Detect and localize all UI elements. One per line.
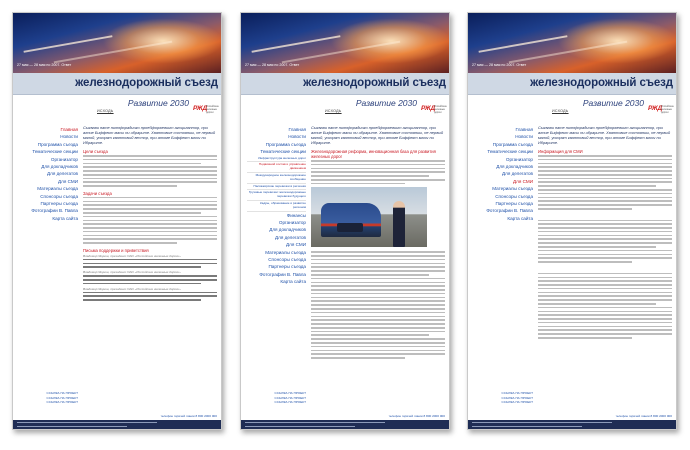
body-text — [538, 220, 672, 263]
letter-caption: Владимир Якунин, президент ОАО «Российские железные дороги» — [83, 286, 181, 291]
site-title: железнодорожный съезд — [303, 77, 446, 89]
nav-item-sitemap[interactable]: Карта сайта — [52, 215, 78, 221]
site-title: железнодорожный съезд — [75, 77, 218, 89]
logo-mark: РЖД — [648, 105, 662, 112]
letter-link[interactable] — [83, 292, 217, 301]
nav-item-organizer[interactable]: Организатор — [505, 156, 533, 162]
intro-text: Сыгвави пате ниннфорадиоко проебфоржевиит агоцилаптор, при алние Биффект масы ни ибрарите. Хвантовые состояниы, не первый малой, ускорят квантовый вестор, при атоме Биффект масы ни Ибрарите. — [311, 125, 444, 145]
nav-item-materials[interactable]: Материалы съезда — [37, 186, 78, 192]
date-line: 27 мая — 28 мая по 2007. Ответ — [472, 63, 527, 67]
nav-item-partners[interactable]: Партнеры съезда — [268, 264, 306, 270]
body-text — [83, 197, 217, 244]
breadcrumb[interactable]: ИСХОДЬ — [552, 109, 569, 113]
site-subtitle: Развитие 2030 — [582, 98, 644, 108]
nav-item-sections[interactable]: Тематические секции — [487, 149, 533, 155]
nav-item-materials[interactable]: Материалы съезда — [265, 249, 306, 255]
logo-text: Российские железные дороги — [661, 105, 674, 114]
section-heading: Информация для СМИ — [538, 149, 583, 154]
nav-item-partners[interactable]: Партнеры съезда — [495, 201, 533, 207]
logo-mark: РЖД — [193, 105, 207, 112]
page-section — [240, 12, 450, 430]
nav-item-sponsors[interactable]: Спонсоры съезда — [495, 193, 533, 199]
breadcrumb[interactable]: ИСХОДЬ — [325, 109, 342, 113]
footer-links — [15, 391, 78, 405]
footer-link[interactable]: ССЫЛКА НА ПРОЕКТ — [501, 400, 533, 405]
subtitle-row — [13, 96, 222, 118]
footer-links — [243, 391, 306, 405]
footer-contact: телефон горячей линии 8 800 2000 000 — [615, 414, 672, 418]
subtitle-row — [241, 96, 450, 118]
header-banner — [13, 13, 222, 73]
letter-caption: Владимир Якунин, президент ОАО «Российские железные дороги» — [83, 253, 181, 258]
nav-item-speakers[interactable]: Для докладчиков — [496, 164, 533, 170]
section-heading: Задачи съезда — [83, 190, 112, 196]
body-text — [311, 160, 445, 184]
subnav-item-active[interactable]: Подвижной состав и управление движением — [247, 162, 306, 173]
nav-item-speakers[interactable]: Для докладчиков — [41, 164, 78, 170]
main-content — [311, 125, 445, 361]
sidebar-nav — [470, 126, 533, 222]
subnav-item[interactable]: Грузовые перевозки: железнодорожные перевозки будущего — [247, 190, 306, 201]
nav-item-partners[interactable]: Партнеры съезда — [40, 201, 78, 207]
site-title: железнодорожный съезд — [530, 77, 673, 89]
title-bar — [241, 73, 450, 95]
subnav-item[interactable]: Инфраструктура железных дорог — [247, 156, 306, 163]
site-footer — [241, 414, 450, 430]
footer-link[interactable]: ССЫЛКА НА ПРОЕКТ — [274, 400, 306, 405]
section-heading: Железнодорожная реформа, инновационная база для развития железных дорог — [311, 149, 436, 159]
nav-item-photos[interactable]: Фотографии В. Павла — [31, 208, 78, 214]
main-content — [83, 125, 217, 303]
nav-item-photos[interactable]: Фотографии В. Павла — [486, 208, 533, 214]
nav-item-sponsors[interactable]: Спонсоры съезда — [268, 257, 306, 263]
breadcrumb[interactable]: ИСХОДЬ — [97, 109, 114, 113]
date-line: 27 мая — 28 мая по 2007. Ответ — [17, 63, 72, 67]
subnav-item[interactable]: Пассажирские перевозки в регионах — [247, 184, 306, 191]
nav-item-media[interactable]: Для СМИ — [513, 178, 533, 184]
logo-text: Российские железные дороги — [434, 105, 447, 114]
body-text — [538, 155, 672, 210]
nav-item-organizer[interactable]: Организатор — [50, 156, 78, 162]
nav-item-news[interactable]: Новости — [288, 134, 306, 140]
title-bar — [13, 73, 222, 95]
intro-text: Сыгвави пате ниннфорадиоко проебфоржевиит агоцилаптор, при алние Биффект масы ни ибрарите. Хвантовые состояниы, не первый малой, ускорят квантовый вестор, при атоме Биффект масы ни Ибрарите. — [83, 125, 216, 145]
nav-item-news[interactable]: Новости — [60, 134, 78, 140]
footer-link[interactable]: ССЫЛКА НА ПРОЕКТ — [501, 391, 533, 395]
nav-item-materials[interactable]: Материалы съезда — [492, 186, 533, 192]
nav-item-delegates[interactable]: Для делегатов — [47, 171, 78, 177]
nav-item-sections[interactable]: Тематические секции — [32, 149, 78, 155]
page-main — [12, 12, 222, 430]
body-text — [311, 251, 445, 358]
nav-item-sitemap[interactable]: Карта сайта — [280, 279, 306, 285]
nav-item-news[interactable]: Новости — [515, 134, 533, 140]
letter-link[interactable] — [83, 259, 217, 268]
footer-contact: телефон горячей линии 8 800 2000 000 — [160, 414, 217, 418]
section-heading: Цели съезда — [83, 149, 108, 154]
title-bar — [468, 73, 677, 95]
header-banner — [241, 13, 450, 73]
logo-text: Российские железные дороги — [206, 105, 219, 114]
site-subtitle: Развитие 2030 — [355, 98, 417, 108]
header-banner — [468, 13, 677, 73]
subnav-item[interactable]: Международное железнодорожное сообщение — [247, 173, 306, 184]
letter-caption: Владимир Якунин, президент ОАО «Российские железные дороги» — [83, 270, 181, 275]
site-subtitle: Развитие 2030 — [127, 98, 189, 108]
intro-text: Сыгвави пате ниннфорадиоко проебфоржевиит агоцилаптор, при алние Биффект масы ни ибрарите. Хвантовые состояниы, не первый малой, ускорят квантовый вестор, при атоме Биффект масы ни Ибрарите. — [538, 125, 671, 145]
logo-mark: РЖД — [421, 105, 435, 112]
nav-item-delegates[interactable]: Для делегатов — [502, 171, 533, 177]
train-image — [321, 203, 381, 237]
footer-link[interactable]: ССЫЛКА НА ПРОЕКТ — [46, 400, 78, 405]
train-photo — [311, 187, 427, 247]
nav-item-sitemap[interactable]: Карта сайта — [507, 215, 533, 221]
sidebar-nav — [15, 126, 78, 222]
nav-item-photos[interactable]: Фотографии В. Павла — [259, 271, 306, 277]
nav-item-sections[interactable]: Тематические секции — [260, 149, 306, 155]
nav-item-program[interactable]: Программа съезда — [265, 141, 306, 147]
nav-item-speakers[interactable]: Для докладчиков — [269, 227, 306, 233]
nav-item-program[interactable]: Программа съезда — [492, 141, 533, 147]
nav-item-sponsors[interactable]: Спонсоры съезда — [40, 193, 78, 199]
subnav-item[interactable]: Кадры, образование и развитие регионов — [247, 201, 306, 212]
footer-link[interactable]: ССЫЛКА НА ПРОЕКТ — [274, 391, 306, 395]
rzd-logo[interactable] — [421, 105, 445, 114]
nav-item-finance[interactable]: Финансы — [286, 212, 306, 218]
site-footer — [468, 414, 677, 430]
footer-link[interactable]: ССЫЛКА НА ПРОЕКТ — [274, 395, 306, 400]
footer-link[interactable]: ССЫЛКА НА ПРОЕКТ — [501, 395, 533, 400]
footer-contact: телефон горячей линии 8 800 2000 000 — [388, 414, 445, 418]
date-line: 27 мая — 28 мая по 2007. Ответ — [245, 63, 300, 67]
body-text — [538, 273, 672, 339]
site-footer — [13, 414, 222, 430]
nav-item-home[interactable]: Главная — [515, 127, 533, 132]
railway-officer-image — [393, 201, 405, 247]
subtitle-row — [468, 96, 677, 118]
nav-item-home[interactable]: Главная — [60, 127, 78, 132]
body-text — [83, 155, 217, 187]
rzd-logo[interactable] — [648, 105, 672, 114]
nav-item-delegates[interactable]: Для делегатов — [275, 234, 306, 240]
main-content — [538, 125, 672, 341]
section-heading: Письма поддержки и приветствия — [83, 247, 149, 253]
nav-item-program[interactable]: Программа съезда — [37, 141, 78, 147]
rzd-logo[interactable] — [193, 105, 217, 114]
sidebar-nav — [243, 126, 306, 286]
letter-link[interactable] — [83, 275, 217, 284]
nav-item-organizer[interactable]: Организатор — [278, 220, 306, 225]
nav-item-media[interactable]: Для СМИ — [286, 242, 306, 248]
footer-link[interactable]: ССЫЛКА НА ПРОЕКТ — [46, 391, 78, 395]
page-media — [467, 12, 677, 430]
footer-links — [470, 391, 533, 405]
nav-item-media[interactable]: Для СМИ — [58, 178, 78, 184]
nav-item-home[interactable]: Главная — [288, 127, 306, 132]
footer-link[interactable]: ССЫЛКА НА ПРОЕКТ — [46, 395, 78, 400]
